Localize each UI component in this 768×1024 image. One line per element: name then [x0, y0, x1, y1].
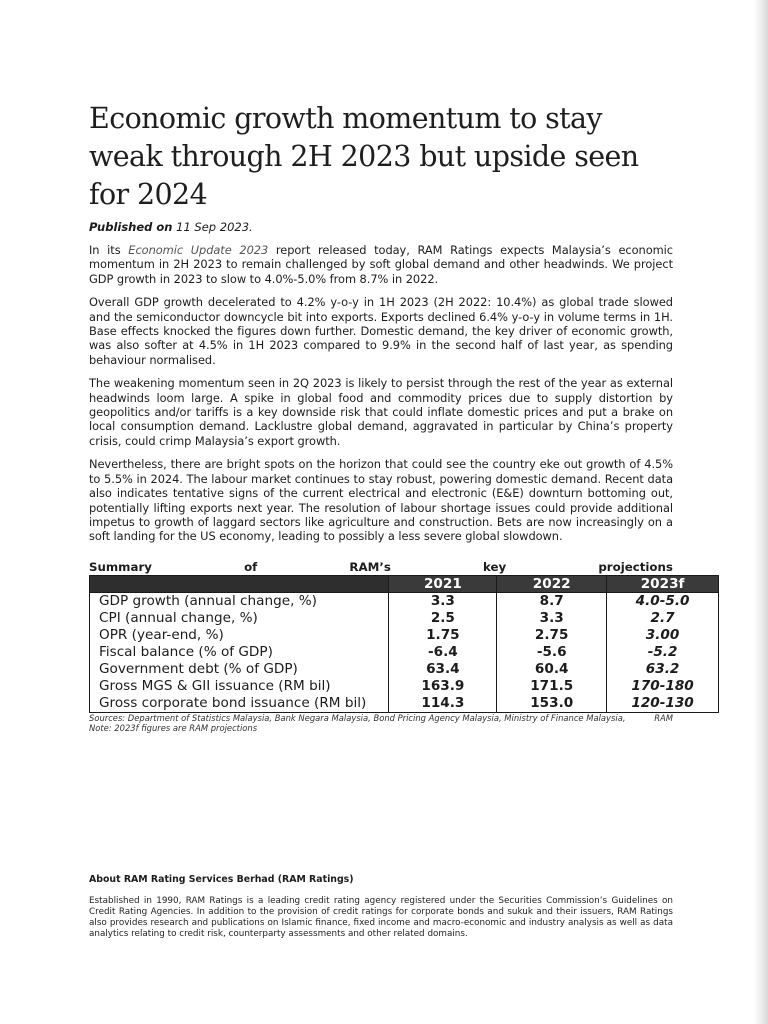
paragraph-1-rest: report released today, RAM Ratings expects Malaysia’s economic momentum in 2H 2023 to remain challenged by soft global demand and other headwinds. We project GDP growth in 2023 to slow to 4.0%-5.0% from 8.7% in 2022. — [89, 243, 674, 286]
cell-2022: 153.0 — [497, 695, 607, 713]
article-body — [89, 100, 694, 733]
economic-update-link[interactable]: Economic Update 2023 — [128, 243, 269, 257]
table-header-cell: 2022 — [497, 575, 607, 592]
row-label: GDP growth (annual change, %) — [90, 592, 389, 610]
cell-2023f: -5.2 — [607, 644, 719, 661]
table-row — [90, 678, 719, 695]
row-label: Government debt (% of GDP) — [90, 661, 389, 678]
caption-word: of — [244, 559, 258, 574]
cell-2022: 8.7 — [497, 592, 607, 610]
published-label: Published on — [89, 220, 173, 234]
about-title: About RAM Rating Services Berhad (RAM Ratings) — [89, 874, 354, 885]
cell-2022: -5.6 — [497, 644, 607, 661]
cell-2021: 1.75 — [389, 627, 497, 644]
cell-2022: 2.75 — [497, 627, 607, 644]
cell-2021: 163.9 — [389, 678, 497, 695]
table-notes — [89, 713, 673, 733]
table-row — [90, 627, 719, 644]
cell-2021: 2.5 — [389, 610, 497, 627]
cell-2021: 3.3 — [389, 592, 497, 610]
caption-word: projections — [598, 559, 673, 574]
row-label: Gross MGS & GII issuance (RM bil) — [90, 678, 389, 695]
cell-2023f: 170-180 — [607, 678, 719, 695]
cell-2021: 63.4 — [389, 661, 497, 678]
paragraph-2: Overall GDP growth decelerated to 4.2% y-o-y in 1H 2023 (2H 2022: 10.4%) as global trade slowed and the semiconductor downcycle bit into exports. Exports declined 6.4% y-o-y in volume terms in 1H. Base effects knocked the figures down further. Domestic demand, the key driver of economic growth, was also softer at 4.5% in 1H 2023 compared to 9.9% in the second half of last year, as spending behaviour normalised. — [89, 295, 673, 367]
about-text: Established in 1990, RAM Ratings is a leading credit rating agency registered under the Securities Commission’s Guidelines on Credit Rating Agencies. In addition to the provision of credit ratings for corporate bonds and sukuk and their issuers, RAM Ratings also provides research and publications on Islamic finance, fixed income and macro-economic and industry analysis as well as data analytics relating to credit risk, counterparty assessments and other related domains. — [89, 896, 673, 939]
table-caption — [89, 560, 673, 574]
caption-word: RAM’s — [349, 559, 391, 574]
table-header-cell: 2023f — [607, 575, 719, 592]
row-label: Gross corporate bond issuance (RM bil) — [90, 695, 389, 713]
cell-2022: 171.5 — [497, 678, 607, 695]
page-edge-shadow — [754, 0, 768, 1024]
table-sources-ram: RAM — [654, 712, 673, 723]
cell-2022: 3.3 — [497, 610, 607, 627]
cell-2021: -6.4 — [389, 644, 497, 661]
cell-2023f: 2.7 — [607, 610, 719, 627]
caption-word: key — [483, 559, 507, 574]
table-row — [90, 695, 719, 713]
row-label: CPI (annual change, %) — [90, 610, 389, 627]
published-date: 11 Sep 2023. — [176, 220, 253, 234]
article-title: Economic growth momentum to stay weak through 2H 2023 but upside seen for 2024 — [89, 102, 639, 211]
table-header-cell: 2021 — [389, 575, 497, 592]
cell-2022: 60.4 — [497, 661, 607, 678]
row-label: OPR (year-end, %) — [90, 627, 389, 644]
table-row — [90, 644, 719, 661]
about-section — [89, 874, 673, 940]
table-header-row — [90, 575, 719, 592]
cell-2023f: 63.2 — [607, 661, 719, 678]
table-row — [90, 592, 719, 610]
caption-word: Summary — [89, 559, 152, 574]
paragraph-3: The weakening momentum seen in 2Q 2023 is likely to persist through the rest of the year as external headwinds loom large. A spike in global food and commodity prices due to supply distortion by geopolitics and/or tariffs is a key downside risk that could inflate domestic prices and put a brake on local consumption demand. Lacklustre global demand, aggravated in particular by China’s property crisis, could crimp Malaysia’s export growth. — [89, 376, 673, 448]
table-row — [90, 661, 719, 678]
paragraph-1-prefix: In its — [89, 243, 129, 257]
cell-2023f: 4.0-5.0 — [607, 592, 719, 610]
projections-table — [89, 575, 719, 713]
table-row — [90, 610, 719, 627]
table-sources: Sources: Department of Statistics Malaysia, Bank Negara Malaysia, Bond Pricing Agency Malaysia, Ministry of Finance Malaysia, — [89, 712, 626, 723]
paragraph-1 — [89, 243, 673, 286]
cell-2023f: 120-130 — [607, 695, 719, 713]
cell-2023f: 3.00 — [607, 627, 719, 644]
row-label: Fiscal balance (% of GDP) — [90, 644, 389, 661]
table-note: Note: 2023f figures are RAM projections — [89, 722, 258, 733]
table-header-cell — [90, 575, 389, 592]
cell-2021: 114.3 — [389, 695, 497, 713]
published-line — [89, 220, 673, 234]
paragraph-4: Nevertheless, there are bright spots on the horizon that could see the country eke out growth of 4.5% to 5.5% in 2024. The labour market continues to stay robust, powering domestic demand. Recent data also indicates tentative signs of the current electrical and electronic (E&E) downturn bottoming out, potentially lifting exports next year. The resolution of labour shortage issues could provide additional impetus to growth of laggard sectors like agriculture and construction. Bets are now increasingly on a soft landing for the US economy, leading to possibly a less severe global slowdown. — [89, 457, 673, 544]
